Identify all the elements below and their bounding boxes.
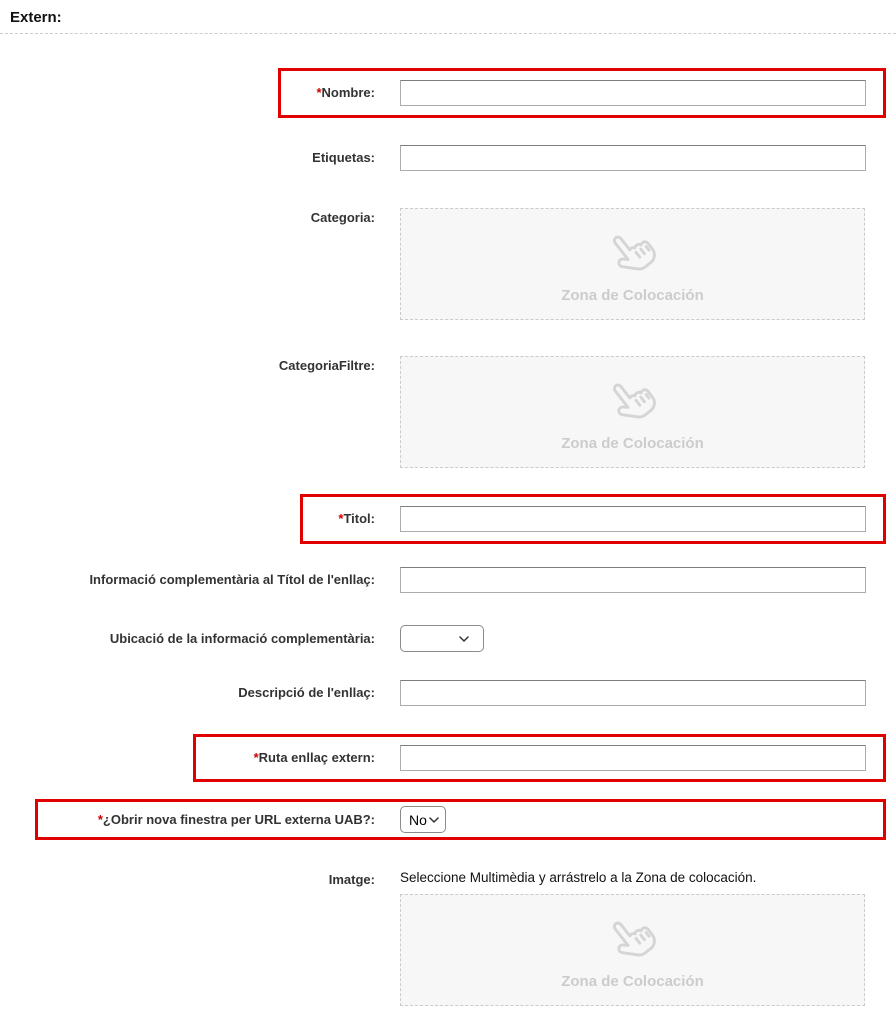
etiquetas-label: Etiquetas: <box>312 150 375 165</box>
chevron-down-icon <box>429 817 439 823</box>
titol-input[interactable] <box>400 506 866 532</box>
highlight-box-titol <box>300 494 886 544</box>
etiquetas-input[interactable] <box>400 145 866 171</box>
dropzone-label: Zona de Colocación <box>561 972 704 990</box>
hand-pointer-icon <box>602 225 664 283</box>
categoriafiltre-label: CategoriaFiltre: <box>278 358 375 373</box>
categoria-label: Categoria: <box>310 210 375 225</box>
categoria-row <box>0 208 896 320</box>
highlight-box-obrir <box>35 799 886 840</box>
imatge-dropzone[interactable] <box>400 894 865 1006</box>
required-asterisk: * <box>338 511 344 526</box>
section-divider <box>0 33 896 34</box>
ruta-input[interactable] <box>400 745 866 771</box>
categoriafiltre-row <box>0 356 896 468</box>
imatge-row <box>0 870 896 1006</box>
page-title: Extern: <box>10 9 62 26</box>
required-asterisk: * <box>253 750 259 765</box>
ubicacio-row <box>0 625 896 652</box>
nombre-label: *Nombre: <box>316 85 375 100</box>
info-complementaria-label: Informació complementària al Títol de l'enllaç: <box>89 572 375 587</box>
imatge-helper-text: Seleccione Multimèdia y arrástrelo a la Zona de colocación. <box>400 870 757 885</box>
obrir-finestra-label: *¿Obrir nova finestra per URL externa UAB?: <box>97 811 375 827</box>
info-complementaria-row <box>0 567 896 593</box>
dropzone-label: Zona de Colocación <box>561 434 704 452</box>
descripcio-label: Descripció de l'enllaç: <box>238 685 375 700</box>
ruta-label: *Ruta enllaç extern: <box>253 750 375 765</box>
ubicacio-label: Ubicació de la informació complementària: <box>109 630 375 646</box>
hand-pointer-icon <box>602 373 664 431</box>
extern-form <box>0 68 896 1016</box>
obrir-finestra-select[interactable] <box>400 806 446 833</box>
categoriafiltre-dropzone[interactable] <box>400 356 865 468</box>
hand-pointer-icon <box>602 911 664 969</box>
descripcio-row <box>0 680 896 706</box>
imatge-label: Imatge: <box>328 872 375 887</box>
categoria-dropzone[interactable] <box>400 208 865 320</box>
highlight-box-nombre <box>278 68 886 118</box>
ubicacio-select[interactable] <box>400 625 484 652</box>
etiquetas-row <box>0 145 896 171</box>
required-asterisk: * <box>97 811 103 827</box>
titol-label: *Titol: <box>338 511 375 526</box>
dropzone-label: Zona de Colocación <box>561 286 704 304</box>
info-complementaria-input[interactable] <box>400 567 866 593</box>
descripcio-input[interactable] <box>400 680 866 706</box>
nombre-input[interactable] <box>400 80 866 106</box>
chevron-down-icon <box>459 636 469 642</box>
highlight-box-ruta <box>193 734 886 782</box>
obrir-finestra-select-value: No <box>409 811 427 828</box>
required-asterisk: * <box>316 85 322 100</box>
